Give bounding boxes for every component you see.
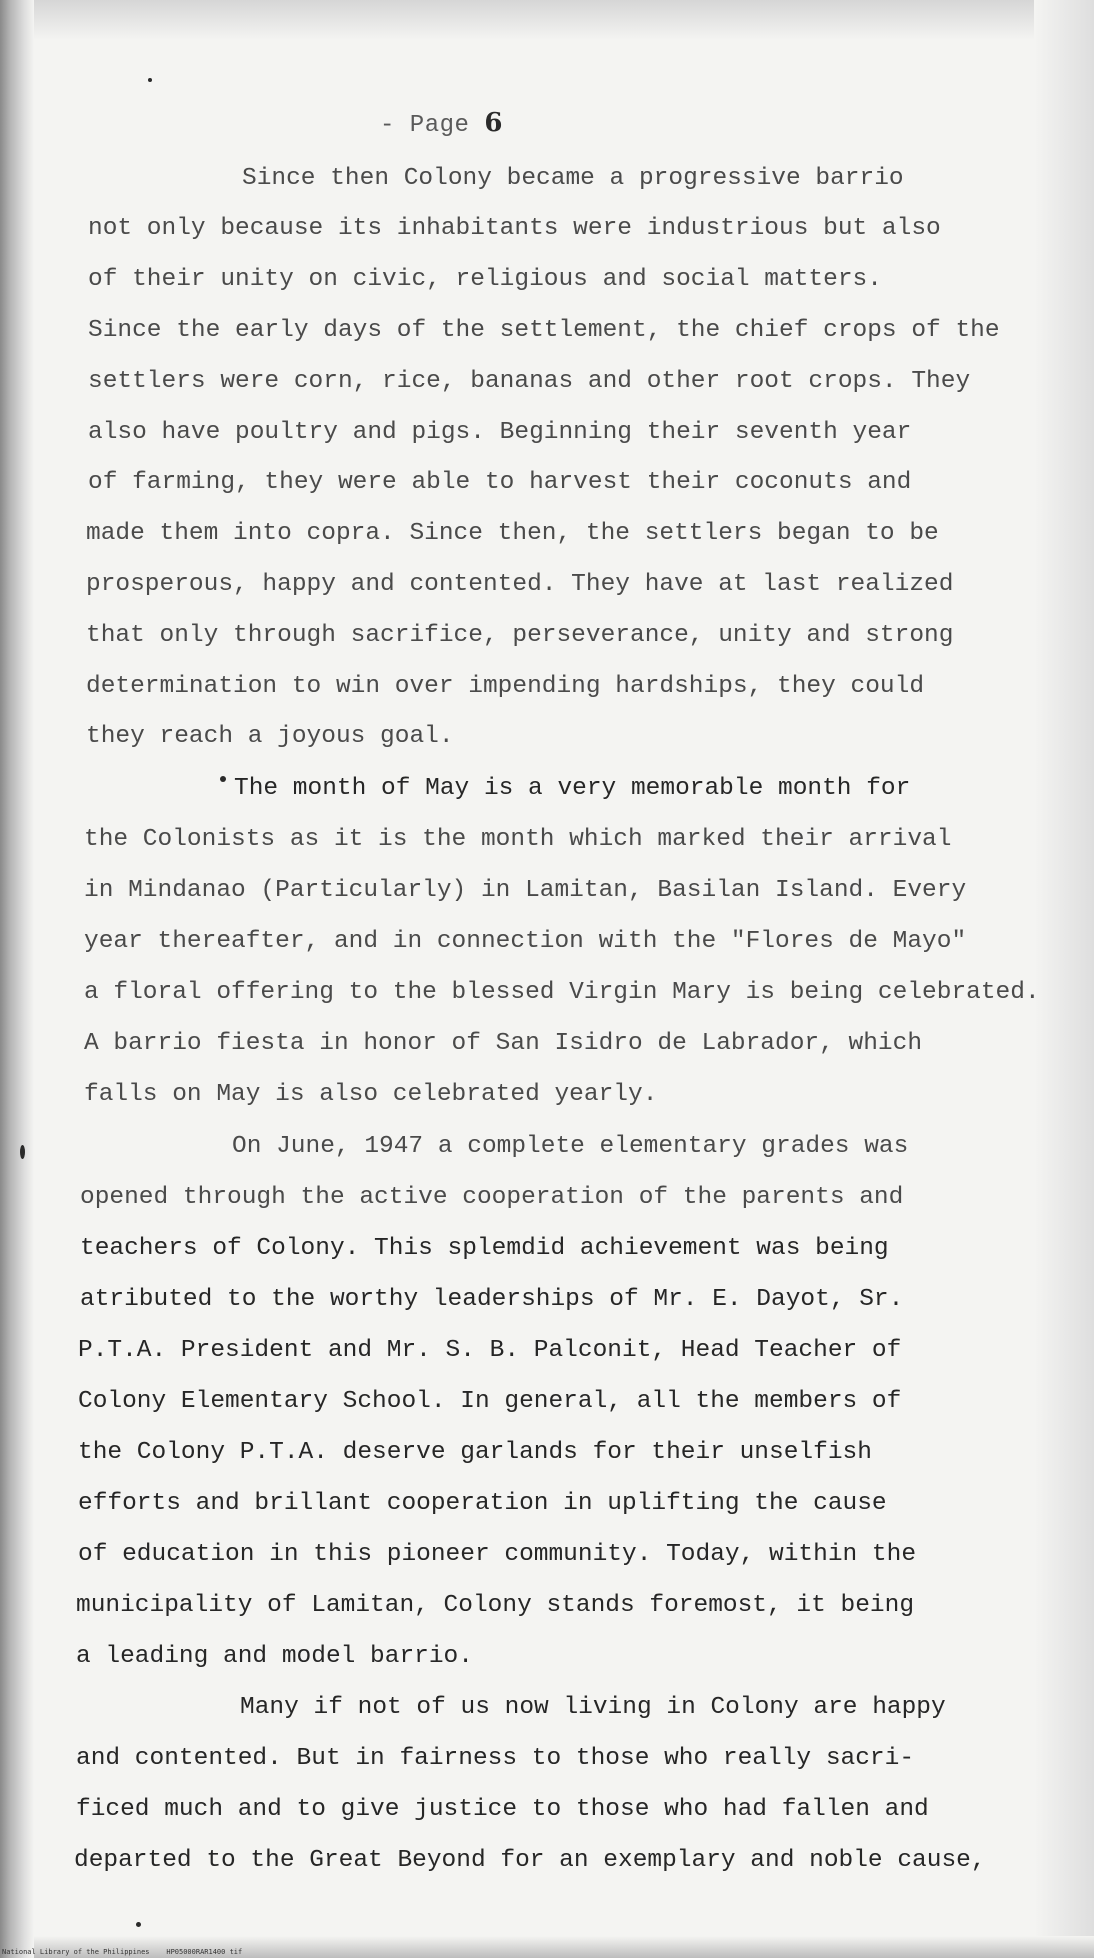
text-line: the Colonists as it is the month which marked their arrival: [84, 826, 952, 853]
text-line: determination to win over impending hardships, they could: [86, 673, 925, 700]
text-line: they reach a joyous goal.: [86, 723, 454, 750]
text-line: year thereafter, and in connection with the "Flores de Mayo": [84, 928, 967, 955]
ink-speck: [148, 78, 152, 82]
text-line: the Colony P.T.A. deserve garlands for their unselfish: [78, 1439, 872, 1466]
text-line: efforts and brillant cooperation in uplifting the cause: [78, 1490, 887, 1517]
page-number: 6: [484, 108, 503, 138]
text-line: in Mindanao (Particularly) in Lamitan, Basilan Island. Every: [84, 877, 967, 904]
text-line: not only because its inhabitants were industrious but also: [88, 215, 941, 242]
text-line: and contented. But in fairness to those who really sacri-: [76, 1745, 915, 1772]
text-line: Colony Elementary School. In general, all the members of: [78, 1388, 902, 1415]
text-line: prosperous, happy and contented. They have at last realized: [86, 571, 954, 598]
text-line: made them into copra. Since then, the settlers began to be: [86, 520, 939, 547]
text-line: also have poultry and pigs. Beginning their seventh year: [88, 419, 912, 446]
text-line: opened through the active cooperation of the parents and: [80, 1184, 904, 1211]
ink-speck: [20, 1145, 25, 1159]
text-line: settlers were corn, rice, bananas and other root crops. They: [88, 368, 971, 395]
scan-edge-left: [0, 0, 34, 1958]
text-line: falls on May is also celebrated yearly.: [84, 1081, 658, 1108]
scan-edge-top: [0, 0, 1094, 40]
text-line: P.T.A. President and Mr. S. B. Palconit, Head Teacher of: [78, 1337, 902, 1364]
text-line: atributed to the worthy leaderships of Mr. E. Dayot, Sr.: [80, 1286, 904, 1313]
text-line: municipality of Lamitan, Colony stands foremost, it being: [76, 1592, 915, 1619]
page-header-prefix: - Page: [380, 112, 470, 139]
text-line: On June, 1947 a complete elementary grades was: [232, 1133, 909, 1160]
text-line: Since the early days of the settlement, the chief crops of the: [88, 317, 1000, 344]
text-line: Many if not of us now living in Colony are happy: [240, 1694, 946, 1721]
text-line: teachers of Colony. This splemdid achievement was being: [80, 1235, 889, 1262]
text-line: that only through sacrifice, perseverance, unity and strong: [86, 622, 954, 649]
text-line: Since then Colony became a progressive barrio: [242, 165, 904, 192]
scan-edge-right: [1034, 0, 1094, 1958]
text-line: The month of May is a very memorable month for: [234, 775, 911, 802]
text-line: of their unity on civic, religious and social matters.: [88, 266, 882, 293]
text-line: of farming, they were able to harvest their coconuts and: [88, 469, 912, 496]
text-line: departed to the Great Beyond for an exemplary and noble cause,: [74, 1847, 986, 1874]
ink-speck: [136, 1922, 141, 1927]
ink-speck: [220, 776, 226, 782]
text-line: A barrio fiesta in honor of San Isidro de Labrador, which: [84, 1030, 923, 1057]
text-line: a floral offering to the blessed Virgin Mary is being celebrated.: [84, 979, 1040, 1006]
text-line: ficed much and to give justice to those who had fallen and: [76, 1796, 929, 1823]
text-line: a leading and model barrio.: [76, 1643, 473, 1670]
text-line: of education in this pioneer community. Today, within the: [78, 1541, 917, 1568]
archive-footer: National Library of the Philippines HP05000RAR1400 tif: [2, 1948, 243, 1956]
page-header: [380, 108, 503, 139]
